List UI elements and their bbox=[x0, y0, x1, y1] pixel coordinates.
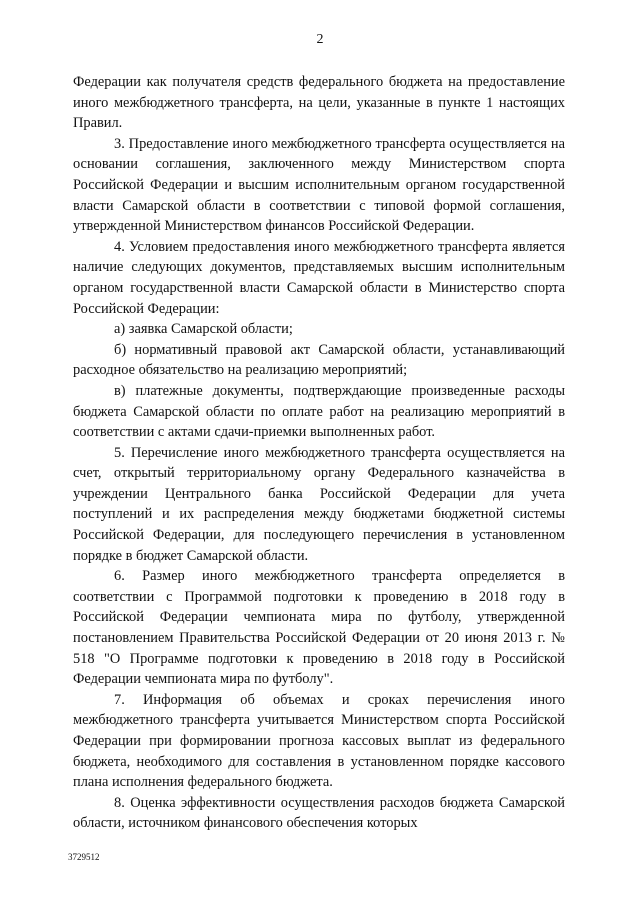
paragraph-continuation: Федерации как получателя средств федерального бюджета на предоставление иного межбюджетного трансферта, на цели, указанные в пункте 1 настоящих Правил. bbox=[73, 74, 565, 132]
page-number: 2 bbox=[316, 32, 324, 47]
paragraph-5: 5. Перечисление иного межбюджетного трансферта осуществляется на счет, открытый территориальному органу Федерального казначейства в учреждении Центрального банка Российской Федерации для учета поступлений и их распределения между бюджетами бюджетной системы Российской Федерации, для последующего перечисления в установленном порядке в бюджет Самарской области. bbox=[73, 444, 565, 564]
paragraph-3: 3. Предоставление иного межбюджетного трансферта осуществляется на основании соглашения, заключенного между Министерством спорта Российской Федерации и высшим исполнительным органом государственной власти Самарской области в соответствии с типовой формой соглашения, утвержденной Министерством финансов Российской Федерации. bbox=[73, 135, 565, 235]
paragraph-8: 8. Оценка эффективности осуществления расходов бюджета Самарской области, источником финансового обеспечения которых bbox=[73, 794, 565, 832]
paragraph-6: 6. Размер иного межбюджетного трансферта определяется в соответствии с Программой подготовки к проведению в 2018 году в Российской Федерации чемпионата мира по футболу, утвержденной постановлением Правительства Российской Федерации от 20 июня 2013 г. № 518 "О Программе подготовки к проведению в 2018 году в Российской Федерации чемпионата мира по футболу". bbox=[73, 568, 565, 688]
list-item-v: в) платежные документы, подтверждающие произведенные расходы бюджета Самарской области по оплате работ на реализацию мероприятий в соответствии с актами сдачи-приемки выполненных работ. bbox=[73, 382, 565, 441]
paragraph-4: 4. Условием предоставления иного межбюджетного трансферта является наличие следующих документов, представляемых высшим исполнительным органом государственной власти Самарской области в Министерство спорта Российской Федерации: bbox=[73, 238, 565, 317]
document-code: 3729512 bbox=[68, 852, 100, 862]
list-item-a: а) заявка Самарской области; bbox=[114, 321, 293, 338]
paragraph-7: 7. Информация об объемах и сроках перечисления иного межбюджетного трансферта учитывается Министерством спорта Российской Федерации при формировании прогноза кассовых выплат из федерального бюджета, необходимого для составления в установленном порядке кассового плана исполнения федерального бюджета. bbox=[73, 691, 565, 791]
document-body bbox=[73, 72, 565, 834]
list-item-b: б) нормативный правовой акт Самарской области, устанавливающий расходное обязательство на реализацию мероприятий; bbox=[73, 341, 565, 379]
